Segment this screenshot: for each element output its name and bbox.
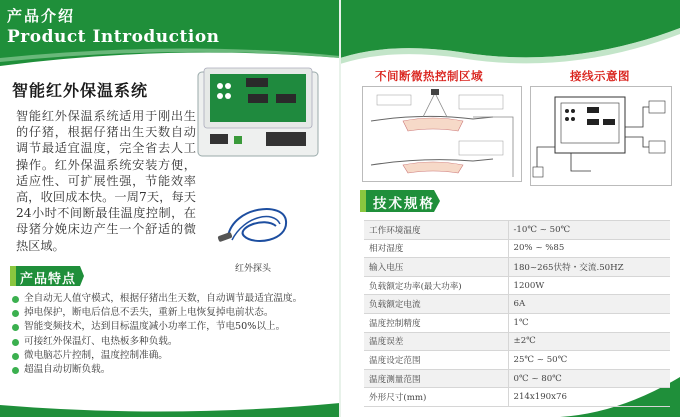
header-title-en: Product Introduction: [7, 27, 220, 47]
table-row: [364, 258, 670, 277]
spec-key: 相对湿度: [364, 239, 508, 258]
spec-key: 工作环境温度: [364, 221, 508, 240]
spec-value: 0℃ ~ 80℃: [508, 369, 670, 388]
table-row: [364, 351, 670, 370]
wiring-diagram-title: 接线示意图: [570, 69, 630, 83]
features-title: 产品特点: [20, 272, 77, 287]
feature-item: 掉电保护，断电后信息不丢失，重新上电恢复掉电前状态。: [10, 306, 335, 320]
spec-value: 25℃ ~ 50℃: [508, 351, 670, 370]
features-list: [10, 292, 335, 377]
product-title: 智能红外保温系统: [12, 81, 149, 100]
product-intro: 智能红外保温系统适用于刚出生的仔猪，根据仔猪出生天数自动调节最适宜温度，完全省去人工操作。红外保温系统安装方便，适应性、可扩展性强，节能效率高，收回成本快。一周7天，每天24小时不间断最佳温度控制，在母猪分娩床边产生一个舒适的微热区域。: [16, 109, 196, 253]
spec-value: 1200W: [508, 276, 670, 295]
spec-value: 6A: [508, 295, 670, 314]
right-top-wave: [340, 0, 680, 70]
spec-title: 技术规格: [373, 196, 435, 212]
spec-value: 214x190x76: [508, 388, 670, 407]
spec-table: [364, 220, 670, 407]
spec-key: 温度测量范围: [364, 369, 508, 388]
page-spine: [339, 0, 341, 417]
feature-item: 微电脑芯片控制，温度控制准确。: [10, 349, 335, 363]
spec-value: 20% ~ %85: [508, 239, 670, 258]
spec-value: -10℃ ~ 50℃: [508, 221, 670, 240]
header-title-cn: 产品介绍: [7, 7, 76, 25]
feature-item: 可接红外保温灯、电热板多种负载。: [10, 335, 335, 349]
feature-item: 全自动无人值守模式，根据仔猪出生天数，自动调节最适宜温度。: [10, 292, 335, 306]
probe-caption: 红外探头: [235, 264, 272, 274]
feature-item: 超温自动切断负载。: [10, 363, 335, 377]
spec-key: 负载额定电流: [364, 295, 508, 314]
table-row: [364, 276, 670, 295]
wiring-illustration: [531, 87, 671, 185]
table-row: [364, 295, 670, 314]
spec-value: 1℃: [508, 313, 670, 332]
wiring-diagram: [530, 86, 672, 186]
table-row: [364, 332, 670, 351]
feature-item: 智能变频技术，达到目标温度减小功率工作，节电50%以上。: [10, 320, 335, 334]
table-row: [364, 313, 670, 332]
table-row: [364, 221, 670, 240]
table-row: [364, 239, 670, 258]
infrared-probe-image: [214, 196, 294, 256]
spec-key: 温度控制精度: [364, 313, 508, 332]
heat-zone-illustration: [363, 87, 521, 181]
table-row: [364, 369, 670, 388]
spec-key: 温度设定范围: [364, 351, 508, 370]
controller-device-image: [196, 64, 321, 160]
spec-key: 输入电压: [364, 258, 508, 277]
left-bottom-wave: [0, 399, 340, 417]
heat-zone-diagram: [362, 86, 522, 182]
spec-value: ±2℃: [508, 332, 670, 351]
spec-key: 温度误差: [364, 332, 508, 351]
spec-key: 外形尺寸(mm): [364, 388, 508, 407]
table-row: [364, 388, 670, 407]
heat-zone-diagram-title: 不间断微热控制区域: [375, 69, 483, 83]
spec-key: 负载额定功率(最大功率): [364, 276, 508, 295]
spec-value: 180~265伏特・交流.50HZ: [508, 258, 670, 277]
